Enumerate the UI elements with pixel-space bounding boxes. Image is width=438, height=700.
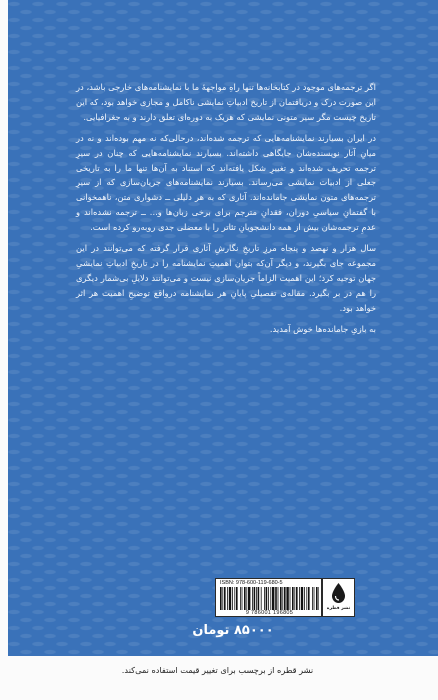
barcode-label [215,578,322,617]
blurb-text [76,80,376,337]
barcode-icon [220,587,319,610]
blurb-paragraph-3: سال هزار و نهصد و پنجاه مرزِ تاریخِ نگارشِ آثاری قرار گرفته که می‌توانند در این مجموعه جای بگیرند، و دیگر آن‌که بتوان اهمیتِ نمایشنامه را در تاریخِ ادبیاتِ نمایشیِ جهان توجیه کرد؛ این اهمیت الزاماً جریان‌سازی نیست و می‌توانند دلایلِ بی‌شمار دیگری را هم در بر بگیرد. مقاله‌ی تفصیلیِ پایانِ هر نمایشنامه درواقع توضیحِ اهمیت هر اثر خواهد بود. [76,243,376,313]
price-sticker-notice: نشر قطره از برچسب برای تغییر قیمت استفاده نمی‌کند. [121,665,314,675]
isbn-text: ISBN: 978-600-119-680-5 [220,580,283,586]
barcode-number: 9 786001 196805 [245,610,294,616]
blurb-paragraph-2: در ایران بسیارند نمایشنامه‌هایی که ترجمه شده‌اند، درحالی‌که نه مهم بوده‌اند و نه در میانِ آثار نویسنده‌شان جایگاهی داشته‌اند. بسیارند نمایشنامه‌هایی که چنان در سیرِ ترجمه تحریف شده‌اند و تغییرِ شکل یافته‌اند که استناد به آن‌ها تنها ما را به تاریخی جعلی از ادبیات نمایشی می‌رساند. بسیارند نمایشنامه‌های جریان‌سازی که از سیرِ ترجمه‌های متون نمایشی جامانده‌اند. آثاری که به هر دلیلی ــ دشواری متن، ناهمخوانی با گفتمانِ سیاسیِ دوران، فقدانِ مترجم برای برخی زبان‌ها و... ــ ترجمه نشده‌اند و عدمِ ترجمه‌شان بیش از همه دانشجویانِ تئاتر را با معضلی جدی روبه‌رو کرده است. [76,132,376,233]
blurb-paragraph-1: اگر ترجمه‌های موجود در کتابخانه‌ها تنها راهِ مواجههٔ ما با نمایشنامه‌های خارجی باشد، در این صورت درک و دریافتمان از تاریخ ادبیاتِ نمایشی ناکامل و مجازی خواهد بود، که این تاریخ چیست مگر سیر متونی نمایشی که هریک به دوره‌ای تعلق دارند و به جغرافیایی. [76,82,376,122]
blurb-paragraph-4: به بازیِ جامانده‌ها خوش آمدید. [269,323,376,334]
price-text: ۸۵۰۰۰ تومان [192,623,274,638]
drop-logo-icon [330,582,347,604]
back-cover-panel [8,0,438,656]
publisher-logo [322,578,355,617]
publisher-logo-text: نشر قطره [326,606,351,611]
